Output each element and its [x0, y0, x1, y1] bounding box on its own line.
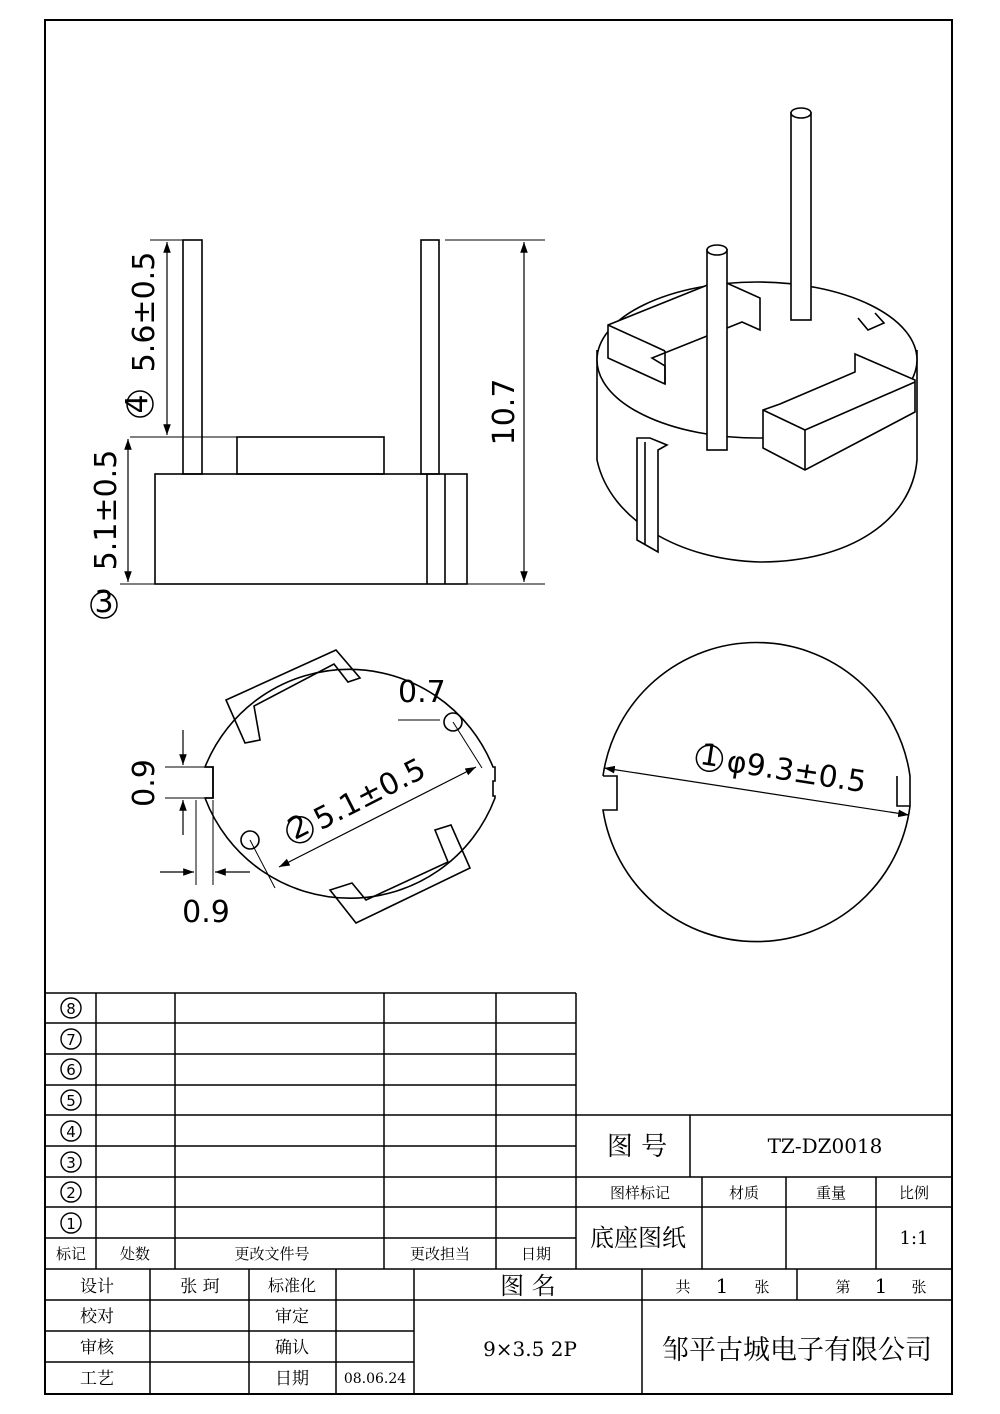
revision-table	[45, 993, 576, 1269]
marker-3-text: 3	[94, 585, 114, 620]
company-name: 邹平古城电子有限公司	[662, 1335, 932, 1366]
svg-text:3: 3	[66, 1154, 76, 1172]
pin-length-dim: 5.6±0.5	[127, 251, 162, 373]
bottom-right-slot	[330, 825, 470, 923]
slot-depth-dim: 0.9	[182, 895, 230, 930]
revision-marker	[61, 1152, 81, 1172]
top-left-slot	[226, 650, 360, 743]
scale-label: 比例	[898, 1184, 930, 1202]
top-view-outline	[205, 669, 495, 898]
sample-mark-label: 图样标记	[609, 1184, 671, 1202]
total-height-dim: 10.7	[487, 378, 522, 446]
base-height-dim: 5.1±0.5	[89, 449, 124, 571]
revision-marker	[61, 1090, 81, 1110]
scale-value: 1:1	[899, 1228, 929, 1249]
approve-label: 审定	[275, 1307, 309, 1327]
right-pin	[421, 240, 439, 474]
rev-header-sign: 更改担当	[409, 1245, 471, 1263]
total-value: 1	[715, 1274, 729, 1298]
check-label: 校对	[80, 1307, 114, 1327]
drawing-no-label: 图 号	[606, 1132, 668, 1162]
sheet-label-post: 张	[911, 1278, 927, 1296]
designer: 张 珂	[180, 1277, 220, 1297]
revision-marker	[61, 1182, 81, 1202]
drawing-name-label: 图 名	[500, 1272, 556, 1300]
marker-4-text: 4	[120, 394, 155, 414]
total-label-post: 张	[754, 1278, 770, 1296]
revision-marker	[61, 998, 81, 1018]
total-label-pre: 共	[675, 1278, 691, 1296]
review-label: 审核	[80, 1338, 114, 1358]
revision-marker	[61, 1059, 81, 1079]
pin-pitch-label	[279, 749, 431, 852]
revision-marker	[61, 1213, 81, 1233]
date-label: 日期	[275, 1369, 309, 1389]
svg-text:5.1±0.5: 5.1±0.5	[308, 751, 432, 838]
sample-mark-value: 底座图纸	[590, 1224, 686, 1252]
svg-text:φ9.3±0.5: φ9.3±0.5	[724, 744, 869, 801]
sheet-label-pre: 第	[835, 1278, 851, 1296]
top-view	[160, 650, 500, 923]
design-label: 设计	[80, 1277, 114, 1297]
rev-header-date: 日期	[520, 1245, 552, 1263]
material-label: 材质	[728, 1184, 760, 1202]
sheet-value: 1	[874, 1274, 888, 1298]
base-body	[155, 474, 467, 584]
side-view	[120, 240, 545, 584]
pin-dia-dim: 0.7	[398, 675, 446, 710]
svg-text:5: 5	[66, 1092, 76, 1110]
iso-tall-pin	[791, 113, 811, 320]
svg-text:1: 1	[697, 737, 722, 775]
svg-text:6: 6	[66, 1061, 76, 1079]
svg-text:7: 7	[66, 1031, 76, 1049]
drawing-no: TZ-DZ0018	[767, 1134, 883, 1158]
rev-header-mark: 标记	[55, 1245, 87, 1263]
rev-header-count: 处数	[119, 1245, 151, 1263]
process-label: 工艺	[80, 1369, 114, 1389]
standard-label: 标准化	[267, 1276, 317, 1295]
confirm-label: 确认	[275, 1338, 309, 1358]
svg-text:2: 2	[66, 1184, 76, 1202]
top-boss	[237, 437, 384, 474]
svg-text:1: 1	[66, 1215, 76, 1233]
svg-text:8: 8	[66, 1000, 76, 1018]
svg-text:2: 2	[282, 807, 316, 848]
weight-label: 重量	[815, 1184, 847, 1202]
slot-width-dim: 0.9	[127, 759, 162, 807]
isometric-view	[597, 108, 917, 562]
diameter-label	[694, 737, 869, 801]
date-value: 08.06.24	[343, 1371, 407, 1387]
iso-short-pin	[707, 250, 727, 450]
left-pin	[183, 240, 202, 474]
revision-marker	[61, 1029, 81, 1049]
drawing-name: 9×3.5 2P	[483, 1337, 577, 1361]
rev-header-doc-no: 更改文件号	[234, 1245, 310, 1263]
svg-text:4: 4	[66, 1123, 76, 1141]
revision-marker	[61, 1121, 81, 1141]
